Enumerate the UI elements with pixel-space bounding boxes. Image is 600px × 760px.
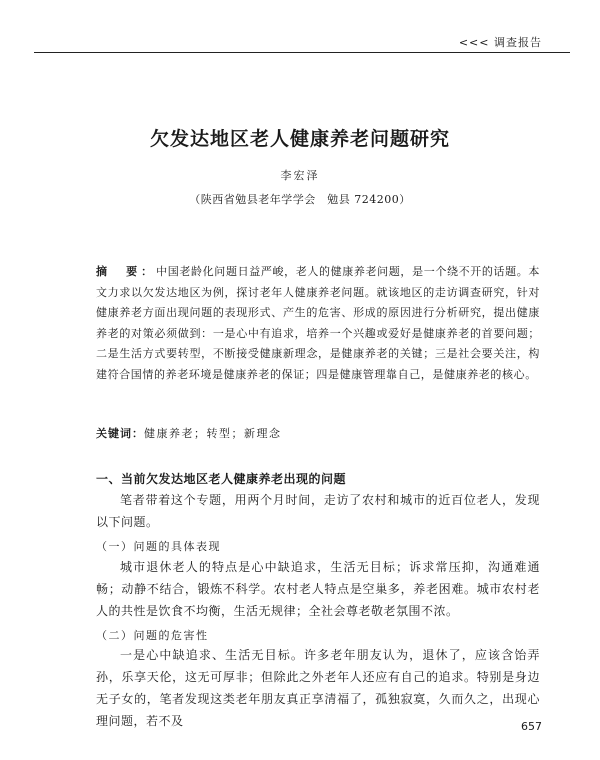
keywords-text: 健康养老；转型；新理念 xyxy=(144,427,282,440)
header-rule xyxy=(34,52,570,53)
abstract-label: 摘 要： xyxy=(96,265,157,278)
article-title: 欠发达地区老人健康养老问题研究 xyxy=(149,128,450,150)
running-header-section: <<< 调查报告 xyxy=(458,36,542,49)
abstract xyxy=(96,262,540,385)
page-number: 657 xyxy=(521,720,542,733)
section-heading: 一、当前欠发达地区老人健康养老出现的问题 xyxy=(96,472,347,486)
abstract-text: 中国老龄化问题日益严峻，老人的健康养老问题，是一个绕不开的话题。本文力求以欠发达地区为例，探讨老年人健康养老问题。就该地区的走访调查研究，针对健康养老方面出现问题的表现形式、产生的危害、形成的原因进行分析研究，提出健康养老的对策必须做到：一是心中有追求，培养一个兴趣或爱好是健康养老的首要问题；二是生活方式要转型，不断接受健康新理念，是健康养老的关键；三是社会要关注，构建符合国情的养老环境是健康养老的保证；四是健康管理靠自己，是健康养老的核心。 xyxy=(96,265,540,381)
keywords-label: 关键词： xyxy=(96,427,144,440)
subsection-heading-1: （一）问题的具体表现 xyxy=(96,540,221,553)
article-author: 李宏泽 xyxy=(280,169,320,182)
subsection-2-paragraph: 一是心中缺追求、生活无目标。许多老年朋友认为，退休了，应该含饴弄孙，乐享天伦，这无可厚非；但除此之外老年人还应有自己的追求。特别是身边无子女的，笔者发现这类老年朋友真正享清福了，孤独寂寞，久而久之，出现心理问题，若不及 xyxy=(96,648,540,728)
subsection-heading-2: （二）问题的危害性 xyxy=(96,629,209,642)
subsection-1-paragraph: 城市退休老人的特点是心中缺追求，生活无目标；诉求常压抑，沟通难通畅；动静不结合，锻炼不科学。农村老人特点是空巢多，养老困难。城市农村老人的共性是饮食不均衡，生活无规律；全社会尊老敬老氛围不浓。 xyxy=(96,560,540,618)
article-affiliation: （陕西省勉县老年学学会 勉县 724200） xyxy=(189,193,411,206)
keywords xyxy=(96,424,540,444)
section-intro-paragraph: 笔者带着这个专题，用两个月时间，走访了农村和城市的近百位老人，发现以下问题。 xyxy=(96,493,540,529)
